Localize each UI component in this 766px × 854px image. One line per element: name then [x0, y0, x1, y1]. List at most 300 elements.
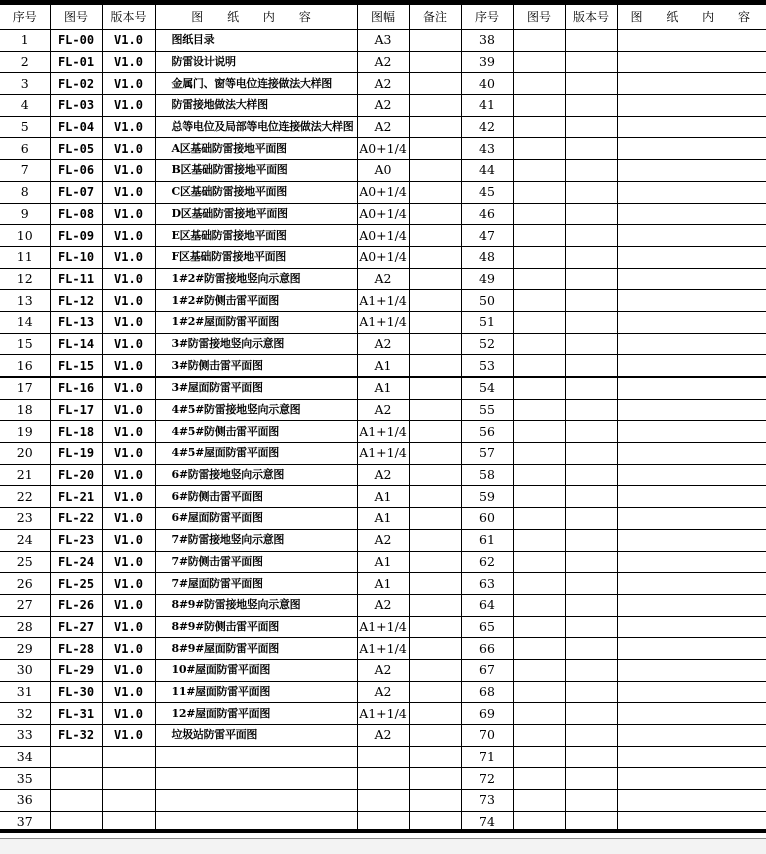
- cell-seq: 18: [0, 399, 50, 421]
- cell-size: A1: [357, 573, 409, 595]
- cell-version: V1.0: [102, 246, 155, 268]
- cell-seq-2: 50: [461, 290, 513, 312]
- cell-title-2: [617, 486, 766, 508]
- cell-code: FL-24: [50, 551, 102, 573]
- cell-code-2: [513, 746, 565, 768]
- cell-code-2: [513, 377, 565, 399]
- cell-title: D区基础防雷接地平面图: [155, 203, 357, 225]
- cell-remark: [409, 616, 461, 638]
- cell-title-2: [617, 138, 766, 160]
- header-size: 图幅: [357, 5, 409, 30]
- cell-title: 图纸目录: [155, 30, 357, 52]
- cell-title-2: [617, 311, 766, 333]
- cell-code: FL-25: [50, 573, 102, 595]
- cell-version: V1.0: [102, 181, 155, 203]
- cell-seq-2: 59: [461, 486, 513, 508]
- cell-remark: [409, 746, 461, 768]
- cell-version-2: [565, 73, 617, 95]
- cell-seq: 31: [0, 681, 50, 703]
- cell-title: 4#5#防侧击雷平面图: [155, 421, 357, 443]
- cell-code-2: [513, 160, 565, 182]
- cell-seq-2: 63: [461, 573, 513, 595]
- cell-code: FL-31: [50, 703, 102, 725]
- cell-title: 3#防雷接地竖向示意图: [155, 333, 357, 355]
- cell-size: [357, 768, 409, 790]
- cell-title-2: [617, 355, 766, 377]
- cell-title-2: [617, 443, 766, 465]
- cell-title-2: [617, 268, 766, 290]
- cell-seq-2: 70: [461, 725, 513, 747]
- table-row: [0, 73, 766, 95]
- cell-version: V1.0: [102, 529, 155, 551]
- cell-code: FL-01: [50, 51, 102, 73]
- cell-code-2: [513, 95, 565, 117]
- cell-seq: 35: [0, 768, 50, 790]
- cell-version-2: [565, 703, 617, 725]
- cell-size: A1+1/4: [357, 616, 409, 638]
- cell-title: A区基础防雷接地平面图: [155, 138, 357, 160]
- table-row: [0, 30, 766, 52]
- cell-remark: [409, 659, 461, 681]
- cell-size: A0: [357, 160, 409, 182]
- cell-remark: [409, 725, 461, 747]
- table-row: [0, 399, 766, 421]
- cell-version-2: [565, 399, 617, 421]
- cell-size: A2: [357, 659, 409, 681]
- cell-title-2: [617, 181, 766, 203]
- cell-remark: [409, 290, 461, 312]
- table-row: [0, 181, 766, 203]
- cell-seq: 34: [0, 746, 50, 768]
- cell-seq: 6: [0, 138, 50, 160]
- cell-version: V1.0: [102, 311, 155, 333]
- cell-version-2: [565, 529, 617, 551]
- cell-remark: [409, 311, 461, 333]
- cell-version-2: [565, 486, 617, 508]
- table-row: [0, 290, 766, 312]
- cell-size: A0+1/4: [357, 246, 409, 268]
- cell-remark: [409, 116, 461, 138]
- cell-code: FL-22: [50, 508, 102, 530]
- table-row: [0, 703, 766, 725]
- cell-seq-2: 54: [461, 377, 513, 399]
- cell-version-2: [565, 659, 617, 681]
- cell-version: V1.0: [102, 703, 155, 725]
- cell-title: 防雷接地做法大样图: [155, 95, 357, 117]
- cell-code-2: [513, 181, 565, 203]
- cell-code: FL-15: [50, 355, 102, 377]
- cell-title-2: [617, 51, 766, 73]
- cell-title: 金属门、窗等电位连接做法大样图: [155, 73, 357, 95]
- cell-code: FL-17: [50, 399, 102, 421]
- cell-size: A2: [357, 464, 409, 486]
- cell-title: 3#防侧击雷平面图: [155, 355, 357, 377]
- cell-title: [155, 768, 357, 790]
- cell-seq: 14: [0, 311, 50, 333]
- cell-version-2: [565, 768, 617, 790]
- cell-title-2: [617, 333, 766, 355]
- cell-size: A2: [357, 73, 409, 95]
- cell-title: [155, 746, 357, 768]
- cell-size: A3: [357, 30, 409, 52]
- cell-code-2: [513, 443, 565, 465]
- cell-version: V1.0: [102, 377, 155, 399]
- table-row: [0, 746, 766, 768]
- cell-version: V1.0: [102, 51, 155, 73]
- cell-seq: 24: [0, 529, 50, 551]
- cell-code: FL-18: [50, 421, 102, 443]
- cell-remark: [409, 703, 461, 725]
- cell-remark: [409, 464, 461, 486]
- cell-version: V1.0: [102, 160, 155, 182]
- cell-size: A2: [357, 594, 409, 616]
- cell-code: [50, 746, 102, 768]
- cell-remark: [409, 225, 461, 247]
- cell-size: A0+1/4: [357, 138, 409, 160]
- cell-title-2: [617, 246, 766, 268]
- cell-title: 8#9#防侧击雷平面图: [155, 616, 357, 638]
- cell-remark: [409, 790, 461, 812]
- cell-size: A1: [357, 377, 409, 399]
- cell-code-2: [513, 616, 565, 638]
- cell-code-2: [513, 703, 565, 725]
- table-row: [0, 616, 766, 638]
- cell-seq-2: 65: [461, 616, 513, 638]
- cell-code: FL-26: [50, 594, 102, 616]
- cell-version-2: [565, 355, 617, 377]
- cell-code: FL-23: [50, 529, 102, 551]
- cell-title: 8#9#屋面防雷平面图: [155, 638, 357, 660]
- cell-remark: [409, 51, 461, 73]
- table-row: [0, 681, 766, 703]
- cell-remark: [409, 95, 461, 117]
- cell-version-2: [565, 225, 617, 247]
- table-row: [0, 486, 766, 508]
- cell-version-2: [565, 116, 617, 138]
- cell-version-2: [565, 51, 617, 73]
- cell-seq: 10: [0, 225, 50, 247]
- cell-size: A2: [357, 51, 409, 73]
- cell-version: V1.0: [102, 95, 155, 117]
- cell-seq: 36: [0, 790, 50, 812]
- cell-remark: [409, 551, 461, 573]
- cell-title: 8#9#防雷接地竖向示意图: [155, 594, 357, 616]
- cell-code-2: [513, 290, 565, 312]
- cell-title-2: [617, 377, 766, 399]
- cell-size: [357, 746, 409, 768]
- cell-code-2: [513, 508, 565, 530]
- cell-seq-2: 74: [461, 811, 513, 833]
- cell-title: [155, 790, 357, 812]
- cell-seq: 23: [0, 508, 50, 530]
- cell-version: V1.0: [102, 268, 155, 290]
- cell-title-2: [617, 508, 766, 530]
- cell-code-2: [513, 355, 565, 377]
- cell-title-2: [617, 551, 766, 573]
- cell-size: A2: [357, 116, 409, 138]
- cell-title-2: [617, 638, 766, 660]
- cell-version: V1.0: [102, 138, 155, 160]
- cell-seq-2: 48: [461, 246, 513, 268]
- cell-seq: 19: [0, 421, 50, 443]
- cell-code-2: [513, 768, 565, 790]
- cell-code: FL-10: [50, 246, 102, 268]
- cell-remark: [409, 333, 461, 355]
- cell-size: A1+1/4: [357, 703, 409, 725]
- cell-seq-2: 46: [461, 203, 513, 225]
- cell-version-2: [565, 421, 617, 443]
- cell-version-2: [565, 138, 617, 160]
- cell-title-2: [617, 790, 766, 812]
- cell-version-2: [565, 30, 617, 52]
- cell-seq-2: 55: [461, 399, 513, 421]
- table-row: [0, 725, 766, 747]
- cell-version-2: [565, 311, 617, 333]
- cell-seq-2: 44: [461, 160, 513, 182]
- cell-seq-2: 45: [461, 181, 513, 203]
- cell-title-2: [617, 746, 766, 768]
- cell-version-2: [565, 464, 617, 486]
- table-row: [0, 311, 766, 333]
- cell-size: A1: [357, 551, 409, 573]
- cell-size: A2: [357, 399, 409, 421]
- cell-seq: 12: [0, 268, 50, 290]
- cell-title: 6#屋面防雷平面图: [155, 508, 357, 530]
- cell-remark: [409, 681, 461, 703]
- cell-size: A1+1/4: [357, 443, 409, 465]
- cell-version-2: [565, 95, 617, 117]
- cell-code-2: [513, 225, 565, 247]
- cell-remark: [409, 377, 461, 399]
- cell-seq: 4: [0, 95, 50, 117]
- cell-code: FL-03: [50, 95, 102, 117]
- cell-seq: 11: [0, 246, 50, 268]
- table-row: [0, 51, 766, 73]
- table-row: [0, 443, 766, 465]
- cell-code: FL-16: [50, 377, 102, 399]
- cell-code-2: [513, 138, 565, 160]
- table-row: [0, 355, 766, 377]
- cell-code: [50, 768, 102, 790]
- cell-seq-2: 71: [461, 746, 513, 768]
- cell-code: FL-14: [50, 333, 102, 355]
- cell-seq-2: 72: [461, 768, 513, 790]
- cell-size: A1: [357, 508, 409, 530]
- cell-size: A1: [357, 486, 409, 508]
- cell-title: 垃圾站防雷平面图: [155, 725, 357, 747]
- cell-title-2: [617, 399, 766, 421]
- cell-title-2: [617, 73, 766, 95]
- cell-code: FL-29: [50, 659, 102, 681]
- cell-seq-2: 42: [461, 116, 513, 138]
- cell-seq-2: 64: [461, 594, 513, 616]
- cell-code: FL-27: [50, 616, 102, 638]
- cell-remark: [409, 573, 461, 595]
- cell-seq: 29: [0, 638, 50, 660]
- cell-title-2: [617, 160, 766, 182]
- cell-version: V1.0: [102, 290, 155, 312]
- cell-code-2: [513, 333, 565, 355]
- cell-seq: 17: [0, 377, 50, 399]
- cell-title-2: [617, 659, 766, 681]
- cell-size: A2: [357, 725, 409, 747]
- cell-version-2: [565, 203, 617, 225]
- cell-version: V1.0: [102, 333, 155, 355]
- cell-seq: 37: [0, 811, 50, 833]
- cell-size: A2: [357, 333, 409, 355]
- cell-title: 4#5#屋面防雷平面图: [155, 443, 357, 465]
- cell-seq: 21: [0, 464, 50, 486]
- cell-seq-2: 69: [461, 703, 513, 725]
- cell-version: V1.0: [102, 594, 155, 616]
- table-row: [0, 377, 766, 399]
- cell-version-2: [565, 160, 617, 182]
- cell-title-2: [617, 616, 766, 638]
- cell-remark: [409, 138, 461, 160]
- cell-remark: [409, 529, 461, 551]
- cell-version-2: [565, 681, 617, 703]
- cell-version-2: [565, 181, 617, 203]
- cell-title: 1#2#屋面防雷平面图: [155, 311, 357, 333]
- cell-seq-2: 68: [461, 681, 513, 703]
- cell-seq: 7: [0, 160, 50, 182]
- cell-seq: 20: [0, 443, 50, 465]
- table-row: [0, 594, 766, 616]
- cell-version-2: [565, 725, 617, 747]
- cell-seq-2: 49: [461, 268, 513, 290]
- cell-code-2: [513, 311, 565, 333]
- table-row: [0, 138, 766, 160]
- header-version: 版本号: [102, 5, 155, 30]
- cell-seq-2: 66: [461, 638, 513, 660]
- cell-size: A2: [357, 95, 409, 117]
- cell-remark: [409, 160, 461, 182]
- header-seq-2: 序号: [461, 5, 513, 30]
- cell-code-2: [513, 725, 565, 747]
- cell-seq-2: 56: [461, 421, 513, 443]
- cell-version-2: [565, 333, 617, 355]
- header-version-2: 版本号: [565, 5, 617, 30]
- cell-size: A2: [357, 681, 409, 703]
- cell-version: V1.0: [102, 551, 155, 573]
- cell-seq-2: 38: [461, 30, 513, 52]
- header-code: 图号: [50, 5, 102, 30]
- cell-code-2: [513, 51, 565, 73]
- cell-version: V1.0: [102, 659, 155, 681]
- cell-seq-2: 53: [461, 355, 513, 377]
- cell-seq-2: 61: [461, 529, 513, 551]
- cell-code: FL-02: [50, 73, 102, 95]
- cell-code: FL-06: [50, 160, 102, 182]
- cell-version: V1.0: [102, 73, 155, 95]
- cell-version: V1.0: [102, 421, 155, 443]
- cell-seq-2: 73: [461, 790, 513, 812]
- cell-code: FL-12: [50, 290, 102, 312]
- cell-size: A0+1/4: [357, 181, 409, 203]
- cell-version: V1.0: [102, 573, 155, 595]
- cell-code: FL-28: [50, 638, 102, 660]
- table-row: [0, 768, 766, 790]
- cell-size: A1+1/4: [357, 311, 409, 333]
- cell-title: C区基础防雷接地平面图: [155, 181, 357, 203]
- cell-version: V1.0: [102, 464, 155, 486]
- table-row: [0, 95, 766, 117]
- cell-seq: 25: [0, 551, 50, 573]
- header-code-2: 图号: [513, 5, 565, 30]
- cell-code-2: [513, 399, 565, 421]
- cell-version-2: [565, 573, 617, 595]
- cell-code: FL-04: [50, 116, 102, 138]
- table-row: [0, 638, 766, 660]
- cell-seq: 27: [0, 594, 50, 616]
- cell-remark: [409, 73, 461, 95]
- cell-version: V1.0: [102, 681, 155, 703]
- cell-title-2: [617, 768, 766, 790]
- cell-code: FL-08: [50, 203, 102, 225]
- bottom-border: [0, 829, 766, 833]
- cell-code-2: [513, 203, 565, 225]
- cell-size: A0+1/4: [357, 203, 409, 225]
- cell-version: V1.0: [102, 225, 155, 247]
- cell-title: 7#防雷接地竖向示意图: [155, 529, 357, 551]
- header-content: 图 纸 内 容: [155, 5, 357, 30]
- cell-code-2: [513, 246, 565, 268]
- cell-version: [102, 746, 155, 768]
- cell-code-2: [513, 790, 565, 812]
- cell-seq: 22: [0, 486, 50, 508]
- cell-version-2: [565, 268, 617, 290]
- header-content-2: 图 纸 内 容: [617, 5, 766, 30]
- cell-title-2: [617, 225, 766, 247]
- table-row: [0, 508, 766, 530]
- cell-version: V1.0: [102, 30, 155, 52]
- cell-seq: 13: [0, 290, 50, 312]
- cell-title-2: [617, 421, 766, 443]
- cell-remark: [409, 246, 461, 268]
- table-body: [0, 30, 766, 833]
- cell-code-2: [513, 268, 565, 290]
- cell-seq: 32: [0, 703, 50, 725]
- cell-size: A2: [357, 268, 409, 290]
- cell-seq: 1: [0, 30, 50, 52]
- cell-seq: 30: [0, 659, 50, 681]
- cell-title: 1#2#防雷接地竖向示意图: [155, 268, 357, 290]
- cell-code: FL-32: [50, 725, 102, 747]
- table-row: [0, 464, 766, 486]
- cell-code: FL-19: [50, 443, 102, 465]
- table-row: [0, 551, 766, 573]
- table-row: [0, 573, 766, 595]
- drawing-index-table: [0, 4, 766, 833]
- cell-seq: 15: [0, 333, 50, 355]
- cell-seq: 26: [0, 573, 50, 595]
- cell-code-2: [513, 486, 565, 508]
- cell-code-2: [513, 551, 565, 573]
- cell-title: 7#防侧击雷平面图: [155, 551, 357, 573]
- cell-size: A2: [357, 529, 409, 551]
- cell-title: 6#防雷接地竖向示意图: [155, 464, 357, 486]
- cell-code: FL-05: [50, 138, 102, 160]
- cell-remark: [409, 203, 461, 225]
- cell-remark: [409, 594, 461, 616]
- cell-seq: 28: [0, 616, 50, 638]
- cell-remark: [409, 268, 461, 290]
- cell-remark: [409, 181, 461, 203]
- cell-version: [102, 790, 155, 812]
- cell-code-2: [513, 573, 565, 595]
- cell-code: FL-11: [50, 268, 102, 290]
- cell-version: [102, 768, 155, 790]
